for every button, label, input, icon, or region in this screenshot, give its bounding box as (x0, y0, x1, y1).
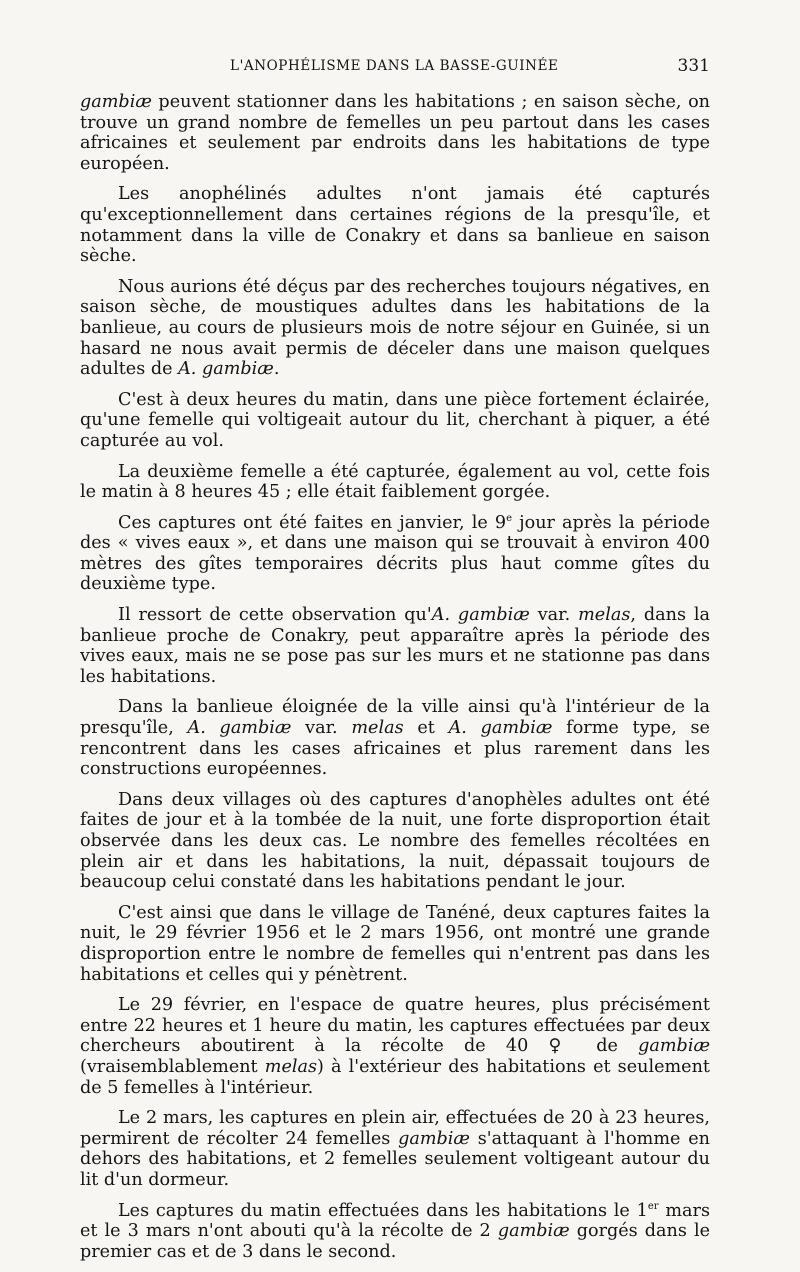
text-run: Il ressort de cette observation qu' (118, 605, 432, 626)
paragraph (80, 390, 710, 452)
text-run: C'est à deux heures du matin, dans une pièce fortement éclairée, qu'une femelle qui voltigeait autour du lit, cherchant à piquer, a été capturée au vol. (80, 389, 710, 451)
paragraph (80, 790, 710, 893)
text-run: jour après la période des « vives eaux », et dans une maison qui se trouvait à environ 400 mètres des gîtes temporaires décrits plus haut comme gîtes du deuxième type. (80, 512, 711, 595)
text-run: Dans la banlieue éloignée de la ville ainsi qu'à l'intérieur de la presqu'île, (80, 697, 710, 739)
text-run: Ces captures ont été faites en janvier, le 9 (118, 512, 507, 533)
paragraph (80, 513, 710, 595)
italic-run: gambiæ (638, 1036, 710, 1057)
italic-run: melas (578, 605, 631, 626)
superscript: er (647, 1200, 659, 1212)
text-run: forme type, se rencontrent dans les cases africaines et plus rarement dans les constructions européennes. (80, 718, 710, 780)
paragraph (80, 184, 710, 266)
italic-run: A. gambiæ (178, 359, 274, 380)
paragraph (80, 462, 710, 503)
text-run: Nous aurions été déçus par des recherches toujours négatives, en saison sèche, de moustiques adultes dans les habitations de la banlieue, au cours de plusieurs mois de notre séjour en Guinée, si un hasard ne nous avait permis de déceler dans une maison quelques adultes de (80, 276, 710, 380)
text-run: Le 2 mars, les captures en plein air, effectuées de 20 à 23 heures, permirent de récolter 24 femelles (80, 1108, 710, 1149)
text-run: C'est ainsi que dans le village de Tanéné, deux captures faites la nuit, le 29 février 1956 et le 2 mars 1956, ont montré une grande disproportion entre le nombre de femelles qui n'entrent pas dans les habitations et celles qui y pénètrent. (80, 902, 710, 985)
italic-run: A. gambiæ (187, 718, 292, 739)
text-run: Dans deux villages où des captures d'anophèles adultes ont été faites de jour et à la tombée de la nuit, une forte disproportion était observée dans les deux cas. Le nombre des femelles récoltées en plein air et dans les habitations, la nuit, dépassait toujours de beaucoup celui constaté dans les habitations pendant le jour. (80, 789, 710, 893)
italic-run: melas (351, 718, 404, 739)
text-run: , dans la banlieue proche de Conakry, peut apparaître après la période des vives eaux, mais ne se pose pas sur les murs et ne stationne pas dans les habitations. (80, 605, 711, 687)
paragraph (80, 697, 710, 779)
paragraph (80, 1108, 710, 1190)
text-run: . (273, 359, 280, 380)
page-header (80, 56, 710, 80)
text-run: ) à l'extérieur des habitations et seulement de 5 femelles à l'intérieur. (80, 1056, 710, 1098)
text-run: La deuxième femelle a été capturée, également au vol, cette fois le matin à 8 heures 45 ; elle était faiblement gorgée. (80, 461, 710, 503)
page-number: 331 (677, 56, 710, 76)
italic-run: gambiæ (398, 1128, 470, 1149)
text-run: Les captures du matin effectuées dans les habitations le 1 (118, 1200, 648, 1221)
text-run: var. (529, 605, 579, 626)
italic-run: gambiæ (80, 92, 152, 112)
text-run: peuvent stationner dans les habitations ; en saison sèche, on trouve un grand nombre de femelles un peu partout dans les cases africaines et seulement par endroits dans les habitations de type européen. (80, 92, 710, 174)
paragraph (80, 605, 710, 687)
paragraph (80, 995, 710, 1098)
body-text (80, 92, 710, 1272)
text-run: var. (291, 718, 352, 739)
paragraph (80, 277, 710, 380)
running-title: L'ANOPHÉLISME DANS LA BASSE-GUINÉE (230, 58, 559, 74)
paragraph (80, 1201, 710, 1263)
text-run: (vraisemblablement (80, 1056, 265, 1077)
text-run: et (403, 718, 449, 739)
text-run: mars et le 3 mars n'ont abouti qu'à la récolte de 2 (80, 1200, 710, 1242)
superscript: e (506, 512, 513, 524)
text-run: Les anophélinés adultes n'ont jamais été capturés qu'exceptionnellement dans certaines régions de la presqu'île, et notamment dans la ville de Conakry et dans sa banlieue en saison sèche. (80, 184, 710, 267)
paragraph (80, 92, 710, 174)
italic-run: A. gambiæ (448, 718, 553, 739)
italic-run: melas (264, 1056, 318, 1077)
italic-run: A. gambiæ (431, 605, 530, 626)
text-run: Le 29 février, en l'espace de quatre heures, plus précisément entre 22 heures et 1 heure du matin, les captures effectuées par deux chercheurs aboutirent à la récolte de 40 ♀ de (80, 995, 710, 1057)
text-run: gorgés dans le premier cas et de 3 dans le second. (80, 1221, 710, 1262)
paragraph (80, 903, 710, 985)
text-run: s'attaquant à l'homme en dehors des habitations, et 2 femelles seulement voltigeant autour du lit d'un dormeur. (80, 1128, 710, 1190)
italic-run: gambiæ (497, 1221, 570, 1242)
